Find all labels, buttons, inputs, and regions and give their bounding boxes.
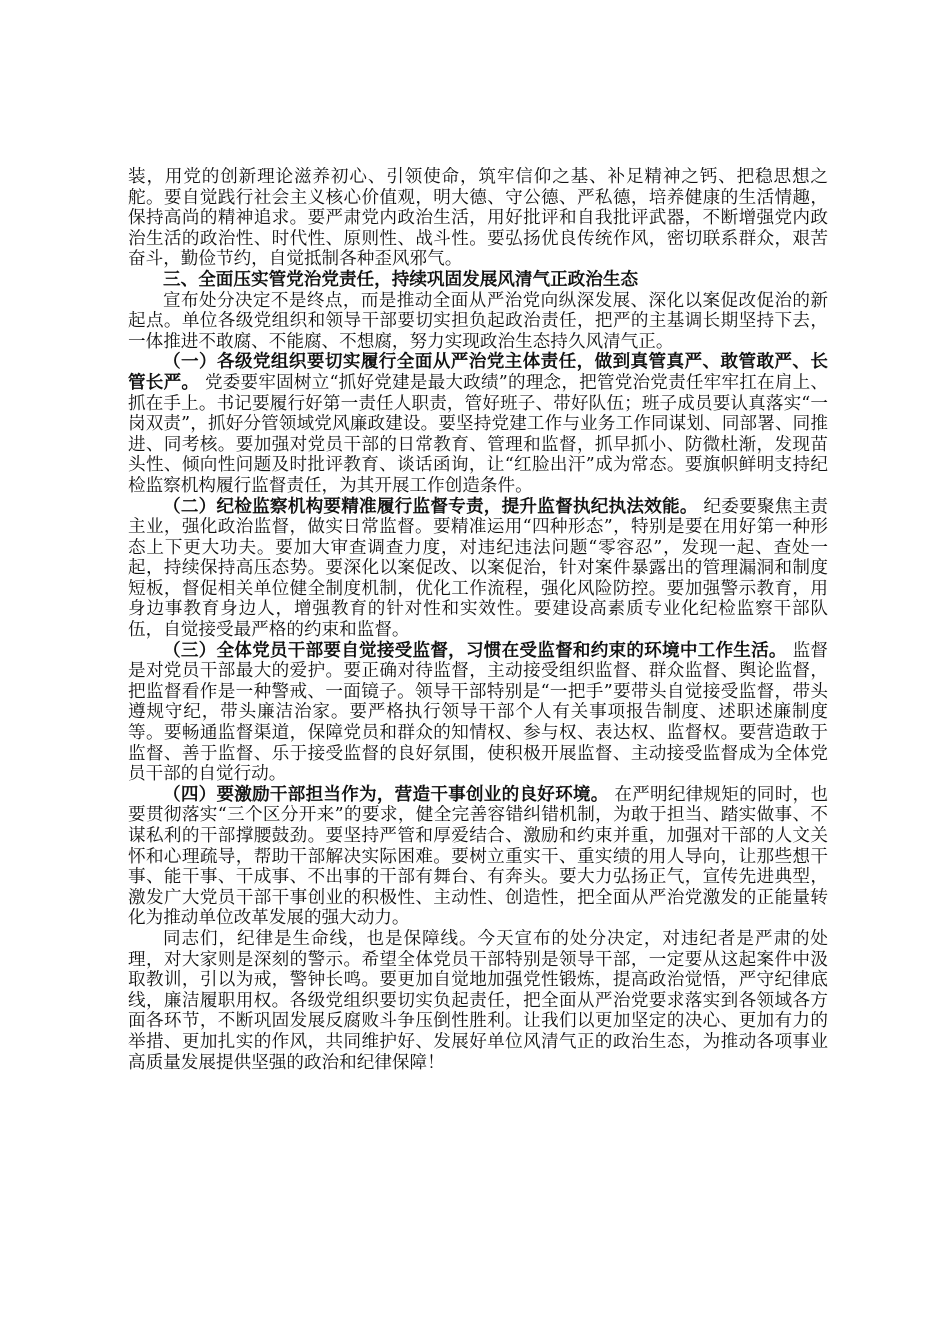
item-1-paragraph <box>128 352 828 496</box>
document-page <box>128 167 828 1073</box>
item-3-paragraph <box>128 641 828 785</box>
closing-paragraph: 同志们，纪律是生命线，也是保障线。今天宣布的处分决定，对违纪者是严肃的处理，对大家则是深刻的警示。希望全体党员干部特别是领导干部，一定要从这起案件中汲取教训，引以为戒，警钟长鸣。要更加自觉地加强党性锻炼，提高政治觉悟，严守纪律底线，廉洁履职用权。各级党组织要切实负起责任，把全面从严治党要求落实到各领域各方面各环节，不断巩固发展反腐败斗争压倒性胜利。让我们以更加坚定的决心、更加有力的举措、更加扎实的作风，共同维护好、发展好单位风清气正的政治生态，为推动各项事业高质量发展提供坚强的政治和纪律保障！ <box>128 928 828 1073</box>
section-heading-3: 三、全面压实管党治党责任，持续巩固发展风清气正政治生态 <box>163 268 639 290</box>
item-4-paragraph <box>128 785 828 929</box>
item-3-body: 监督是对党员干部最大的爱护。要正确对待监督，主动接受组织监督、群众监督、舆论监督，把监督看作是一种警戒、一面镜子。领导干部特别是“一把手”要带头自觉接受监督，带头遵规守纪，带头廉洁治家。要严格执行领导干部个人有关事项报告制度、述职述廉制度等。要畅通监督渠道，保障党员和群众的知情权、参与权、表达权、监督权。要营造敢于监督、善于监督、乐于接受监督的良好氛围，使积极开展监督、主动接受监督成为全体党员干部的自觉行动。 <box>128 640 829 785</box>
paragraph-intro-tail: 装，用党的创新理论滋养初心、引领使命，筑牢信仰之基、补足精神之钙、把稳思想之舵。要自觉践行社会主义核心价值观，明大德、守公德、严私德，培养健康的生活情趣，保持高尚的精神追求。要严肃党内政治生活，用好批评和自我批评武器，不断增强党内政治生活的政治性、时代性、原则性、战斗性。要弘扬优良传统作风，密切联系群众，艰苦奋斗，勤俭节约，自觉抵制各种歪风邪气。 <box>128 167 828 270</box>
item-1-lead: （一）各级党组织要切实履行全面从严治党主体责任，做到真管真严、敢管敢严、长管长严。 <box>128 351 828 393</box>
item-4-body: 在严明纪律规矩的同时，也要贯彻落实“三个区分开来”的要求，健全完善容错纠错机制，为敢于担当、踏实做事、不谋私利的干部撑腰鼓劲。要坚持严管和厚爱结合、激励和约束并重，加强对干部的人文关怀和心理疏导，帮助干部解决实际困难。要树立重实干、重实绩的用人导向，让那些想干事、能干事、干成事、不出事的干部有舞台、有奔头。要大力弘扬正气，宣传先进典型，激发广大党员干部干事创业的积极性、主动性、创造性，把全面从严治党激发的正能量转化为推动单位改革发展的强大动力。 <box>128 784 828 929</box>
item-2-body: 纪委要聚焦主责主业，强化政治监督，做实日常监督。要精准运用“四种形态”，特别是要在用好第一种形态上下更大功夫。要加大审查调查力度，对违纪违法问题“零容忍”，发现一起、查处一起，持续保持高压态势。要深化以案促改、以案促治，针对案件暴露出的管理漏洞和制度短板，督促相关单位健全制度机制，优化工作流程，强化风险防控。要加强警示教育，用身边事教育身边人，增强教育的针对性和实效性。要建设高素质专业化纪检监察干部队伍，自觉接受最严格的约束和监督。 <box>128 496 828 641</box>
section-3-intro: 宣布处分决定不是终点，而是推动全面从严治党向纵深发展、深化以案促改促治的新起点。单位各级党组织和领导干部要切实担负起政治责任，把严的主基调长期坚持下去，一体推进不敢腐、不能腐、不想腐，努力实现政治生态持久风清气正。 <box>128 290 828 352</box>
item-2-paragraph <box>128 497 828 641</box>
item-3-lead: （三）全体党员干部要自觉接受监督，习惯在受监督和约束的环境中工作生活。 <box>163 639 787 661</box>
item-4-lead: （四）要激励干部担当作为，营造干事创业的良好环境。 <box>163 783 609 805</box>
item-1-body: 党委要牢固树立“抓好党建是最大政绩”的理念，把管党治党责任牢牢扛在肩上、抓在手上。书记要履行好第一责任人职责，管好班子、带好队伍；班子成员要认真落实“一岗双责”，抓好分管领域党风廉政建设。要坚持党建工作与业务工作同谋划、同部署、同推进、同考核。要加强对党员干部的日常教育、管理和监督，抓早抓小、防微杜渐，发现苗头性、倾向性问题及时批评教育、谈话函询，让“红脸出汗”成为常态。要旗帜鲜明支持纪检监察机构履行监督责任，为其开展工作创造条件。 <box>128 372 828 496</box>
item-2-lead: （二）纪检监察机构要精准履行监督专责，提升监督执纪执法效能。 <box>163 495 698 517</box>
